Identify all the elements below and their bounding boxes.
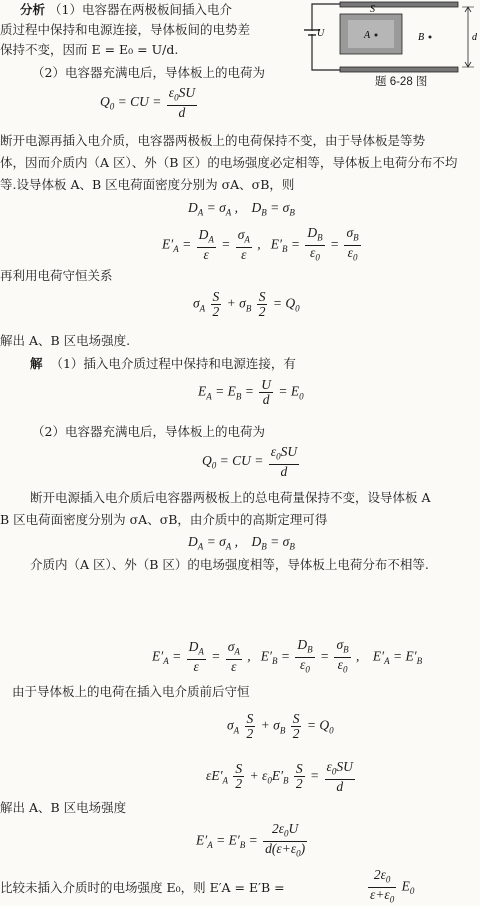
figure-label-b: B [418, 32, 425, 43]
solution-line-2: （2）电容器充满电后，导体板上的电荷为 [32, 424, 265, 439]
figure-label-a: A [364, 30, 371, 41]
figure-label-d: d [472, 32, 477, 43]
solution-line-1: 解 （1）插入电介质过程中保持和电源连接，有 [30, 356, 296, 371]
equation-q0-solution: $Q_0$ = CU = $\frac{\varepsilon_0SU}{d}$ [202, 444, 298, 479]
analysis-heading: 分析 [20, 2, 46, 17]
solution-line-6: 由于导体板上的电荷在插入电介质前后守恒 [12, 684, 250, 699]
analysis-line-7: 等.设导体板 A、B 区电荷面密度分别为 σA、σB，则 [0, 177, 295, 192]
analysis-line-2: 质过程中保持和电源连接，导体板间的电势差 [0, 22, 251, 37]
equation-conservation-solution-2: $\varepsilon E'_A$ $\frac{S}{2}$ + $\varepsilon_0E'_B$ $\frac{S}{2}$ = $\frac{\varepsilon_0SU}{d}$ [206, 759, 353, 794]
solution-line-8: 比较未插入介质时的电场强度 E₀，则 E′A = E′B = [0, 880, 285, 895]
equation-compare-fragment: $\frac{2\varepsilon_0}{\varepsilon+\varepsilon_0}$ $E_0$ [370, 867, 415, 905]
figure-point-a [375, 34, 378, 37]
figure-label-u: U [317, 28, 325, 39]
equation-q0-analysis: $Q_0$ = CU = $\frac{\varepsilon_0SU}{d}$ [100, 85, 196, 120]
equation-conservation-solution-1: $\sigma_A$ $\frac{S}{2}$ + $\sigma_B$ $\frac{S}{2}$ = $Q_0$ [227, 711, 334, 741]
equation-d-analysis: $D_A = \sigma_A$ , $D_B = \sigma_B$ [188, 200, 295, 218]
equation-final-field: $E'_A = E'_B$ = $\frac{2\varepsilon_0U}{d(\varepsilon+\varepsilon_0)}$ [196, 821, 306, 859]
analysis-line-4: （2）电容器充满电后，导体板上的电荷为 [32, 65, 265, 80]
analysis-line-3: 保持不变，因而 E = E₀ = U/d. [0, 42, 179, 57]
figure-point-b [429, 36, 432, 39]
solution-line-5: 介质内（A 区）、外（B 区）的电场强度相等，导体板上电荷分布不相等. [30, 557, 429, 572]
analysis-line-8: 再利用电荷守恒关系 [0, 268, 113, 283]
analysis-line-9: 解出 A、B 区电场强度. [0, 333, 131, 348]
equation-e-analysis: $E'_A$ = $\frac{D_A}{\varepsilon}$ = $\frac{\sigma_A}{\varepsilon}$ , $E'_B$ = $\frac{D_B}{\varepsilon_0}$ = $\frac{\sigma_B}{\varepsilon_0}$ [162, 225, 359, 263]
solution-line-7: 解出 A、B 区电场强度 [0, 800, 127, 815]
solution-line-3: 断开电源插入电介质后电容器两极板上的总电荷量保持不变，设导体板 A [30, 490, 431, 505]
figure-caption: 题 6-28 图 [375, 76, 428, 88]
analysis-line-5: 断开电源再插入电介质，电容器两极板上的电荷保持不变，由于导体板是等势 [0, 133, 426, 148]
solution-line-4: B 区电荷面密度分别为 σA、σB，由介质中的高斯定理可得 [0, 512, 328, 527]
analysis-line-1: 分析 （1）电容器在两极板间插入电介 [20, 2, 232, 17]
solution-heading: 解 [30, 356, 43, 371]
figure-label-s: S [370, 4, 375, 15]
analysis-line-6: 体，因而介质内（A 区）、外（B 区）的电场强度必定相等，导体板上电荷分布不均 [0, 155, 458, 170]
equation-conservation-analysis: $\sigma_A$ $\frac{S}{2}$ + $\sigma_B$ $\frac{S}{2}$ = $Q_0$ [193, 289, 300, 319]
equation-d-solution: $D_A = \sigma_A$ , $D_B = \sigma_B$ [188, 534, 295, 552]
equation-e-solution-1: $E_A = E_B$ = $\frac{U}{d}$ = $E_0$ [198, 377, 304, 407]
equation-e-solution-2: $E'_A$ = $\frac{D_A}{\varepsilon}$ = $\frac{\sigma_A}{\varepsilon}$ , $E'_B$ = $\frac{D_B}{\varepsilon_0}$ = $\frac{\sigma_B}{\varepsilon_0}$ , $E'_A = E'_B$ [152, 637, 423, 675]
